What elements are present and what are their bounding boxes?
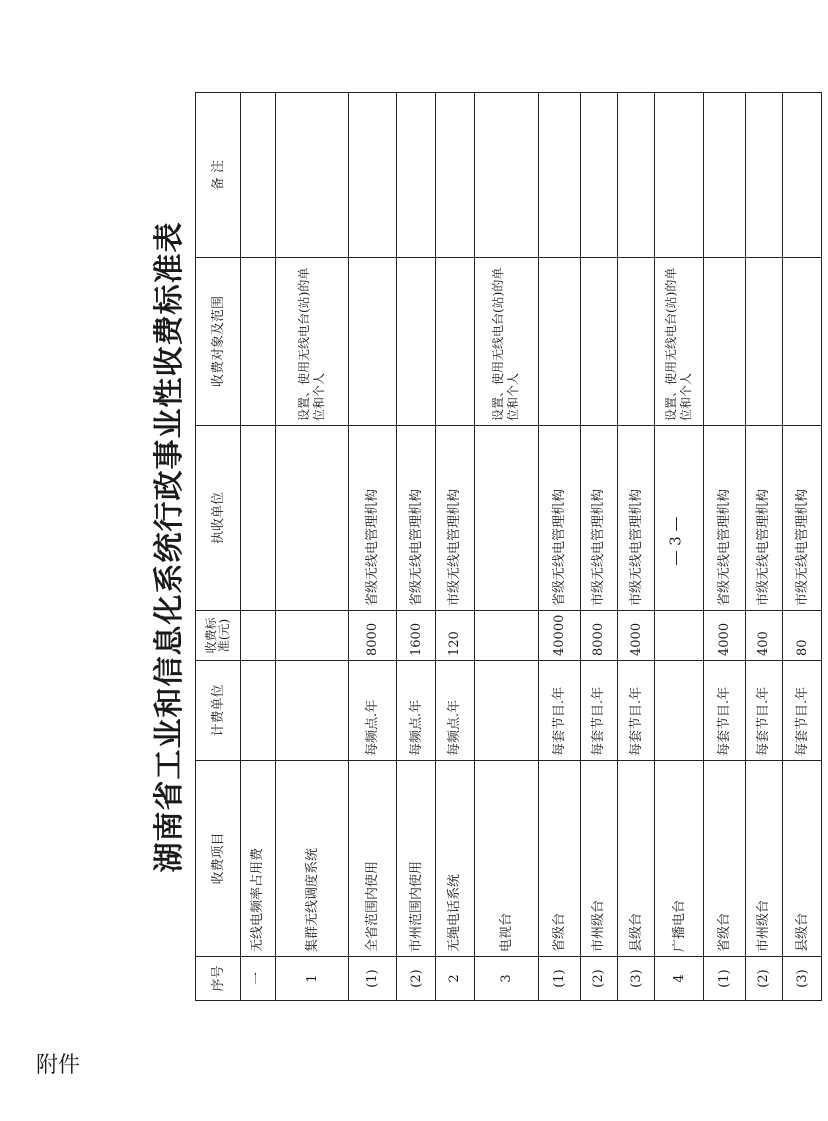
cell-seq: (2) bbox=[580, 957, 617, 1001]
cell-standard: 80 bbox=[783, 611, 822, 661]
cell-unit: 每套节目.年 bbox=[580, 661, 617, 761]
header-scope: 收费对象及范围 bbox=[196, 258, 241, 426]
cell-collector: 市级无线电管理机构 bbox=[783, 426, 822, 611]
cell-scope bbox=[783, 258, 822, 426]
cell-item: 市州范围内使用 bbox=[397, 761, 436, 957]
cell-scope: 设置、使用无线电台(站)的单位和个人 bbox=[275, 258, 349, 426]
cell-unit bbox=[474, 661, 539, 761]
cell-standard: 8000 bbox=[349, 611, 397, 661]
cell-scope bbox=[539, 258, 580, 426]
cell-seq: (1) bbox=[704, 957, 745, 1001]
cell-collector: 省级无线电管理机构 bbox=[349, 426, 397, 611]
cell-seq: 1 bbox=[275, 957, 349, 1001]
table-row bbox=[580, 93, 617, 1001]
cell-remark bbox=[397, 93, 436, 258]
cell-standard: 4000 bbox=[704, 611, 745, 661]
table-row bbox=[474, 93, 539, 1001]
table-row bbox=[745, 93, 782, 1001]
table-row bbox=[783, 93, 822, 1001]
header-seq: 序号 bbox=[196, 957, 241, 1001]
table-row bbox=[704, 93, 745, 1001]
cell-standard bbox=[275, 611, 349, 661]
document-title: 湖南省工业和信息化系统行政事业性收费标准表 bbox=[152, 221, 187, 873]
cell-unit: 每套节目.年 bbox=[539, 661, 580, 761]
cell-seq: 一 bbox=[241, 957, 276, 1001]
cell-collector bbox=[474, 426, 539, 611]
cell-item: 县级台 bbox=[783, 761, 822, 957]
cell-seq: (1) bbox=[539, 957, 580, 1001]
cell-seq: (3) bbox=[617, 957, 654, 1001]
cell-item: 市州级台 bbox=[580, 761, 617, 957]
cell-remark bbox=[474, 93, 539, 258]
cell-item: 无线电频率占用费 bbox=[241, 761, 276, 957]
table-row bbox=[349, 93, 397, 1001]
cell-unit: 每套节目.年 bbox=[783, 661, 822, 761]
cell-item: 全省范围内使用 bbox=[349, 761, 397, 957]
cell-standard bbox=[655, 611, 704, 661]
cell-collector: 市级无线电管理机构 bbox=[435, 426, 474, 611]
cell-unit: 每套节目.年 bbox=[704, 661, 745, 761]
cell-unit: 每频点.年 bbox=[349, 661, 397, 761]
cell-seq: (2) bbox=[745, 957, 782, 1001]
cell-remark bbox=[580, 93, 617, 258]
cell-unit bbox=[655, 661, 704, 761]
header-collector: 执收单位 bbox=[196, 426, 241, 611]
annex-label: 附件 bbox=[36, 1053, 81, 1078]
cell-collector bbox=[241, 426, 276, 611]
cell-scope bbox=[435, 258, 474, 426]
cell-standard: 400 bbox=[745, 611, 782, 661]
header-remark: 备 注 bbox=[196, 93, 241, 258]
table-row bbox=[241, 93, 276, 1001]
cell-seq: 3 bbox=[474, 957, 539, 1001]
cell-remark bbox=[241, 93, 276, 258]
cell-item: 省级台 bbox=[704, 761, 745, 957]
cell-unit bbox=[241, 661, 276, 761]
table-row bbox=[539, 93, 580, 1001]
cell-item: 集群无线调度系统 bbox=[275, 761, 349, 957]
cell-scope bbox=[704, 258, 745, 426]
cell-collector: 市级无线电管理机构 bbox=[580, 426, 617, 611]
cell-collector: 省级无线电管理机构 bbox=[397, 426, 436, 611]
cell-remark bbox=[655, 93, 704, 258]
cell-scope bbox=[617, 258, 654, 426]
cell-scope bbox=[397, 258, 436, 426]
cell-standard bbox=[474, 611, 539, 661]
cell-standard: 1600 bbox=[397, 611, 436, 661]
cell-item: 省级台 bbox=[539, 761, 580, 957]
cell-remark bbox=[539, 93, 580, 258]
cell-scope bbox=[241, 258, 276, 426]
cell-seq: 2 bbox=[435, 957, 474, 1001]
cell-unit: 每频点.年 bbox=[397, 661, 436, 761]
cell-scope: 设置、使用无线电台(站)的单位和个人 bbox=[474, 258, 539, 426]
cell-unit bbox=[275, 661, 349, 761]
header-unit: 计费单位 bbox=[196, 661, 241, 761]
cell-seq: (1) bbox=[349, 957, 397, 1001]
cell-remark bbox=[435, 93, 474, 258]
cell-item: 市州级台 bbox=[745, 761, 782, 957]
table-header-row bbox=[196, 93, 241, 1001]
cell-collector: 省级无线电管理机构 bbox=[704, 426, 745, 611]
header-standard: 收费标准(元) bbox=[196, 611, 241, 661]
cell-remark bbox=[783, 93, 822, 258]
cell-remark bbox=[745, 93, 782, 258]
cell-item: 电视台 bbox=[474, 761, 539, 957]
cell-collector: 省级无线电管理机构 bbox=[539, 426, 580, 611]
header-item: 收费项目 bbox=[196, 761, 241, 957]
cell-remark bbox=[349, 93, 397, 258]
cell-unit: 每套节目.年 bbox=[617, 661, 654, 761]
cell-remark bbox=[704, 93, 745, 258]
cell-scope bbox=[580, 258, 617, 426]
cell-unit: 每频点.年 bbox=[435, 661, 474, 761]
table-row bbox=[435, 93, 474, 1001]
cell-standard bbox=[241, 611, 276, 661]
cell-item: 广播电台 bbox=[655, 761, 704, 957]
cell-seq: (3) bbox=[783, 957, 822, 1001]
cell-seq: (2) bbox=[397, 957, 436, 1001]
cell-item: 县级台 bbox=[617, 761, 654, 957]
cell-standard: 120 bbox=[435, 611, 474, 661]
table-row bbox=[275, 93, 349, 1001]
cell-collector bbox=[275, 426, 349, 611]
cell-scope bbox=[349, 258, 397, 426]
cell-scope: 设置、使用无线电台(站)的单位和个人 bbox=[655, 258, 704, 426]
table-row bbox=[397, 93, 436, 1001]
cell-remark bbox=[275, 93, 349, 258]
cell-collector: 市级无线电管理机构 bbox=[617, 426, 654, 611]
cell-collector: 市级无线电管理机构 bbox=[745, 426, 782, 611]
cell-scope bbox=[745, 258, 782, 426]
cell-remark bbox=[617, 93, 654, 258]
cell-seq: 4 bbox=[655, 957, 704, 1001]
cell-standard: 8000 bbox=[580, 611, 617, 661]
cell-item: 无绳电话系统 bbox=[435, 761, 474, 957]
cell-standard: 4000 bbox=[617, 611, 654, 661]
cell-unit: 每套节目.年 bbox=[745, 661, 782, 761]
fee-standard-table bbox=[195, 92, 822, 1001]
table-row bbox=[617, 93, 654, 1001]
page-number: — 3 — bbox=[666, 516, 685, 566]
rotated-document-sheet bbox=[128, 93, 828, 1001]
cell-standard: 40000 bbox=[539, 611, 580, 661]
